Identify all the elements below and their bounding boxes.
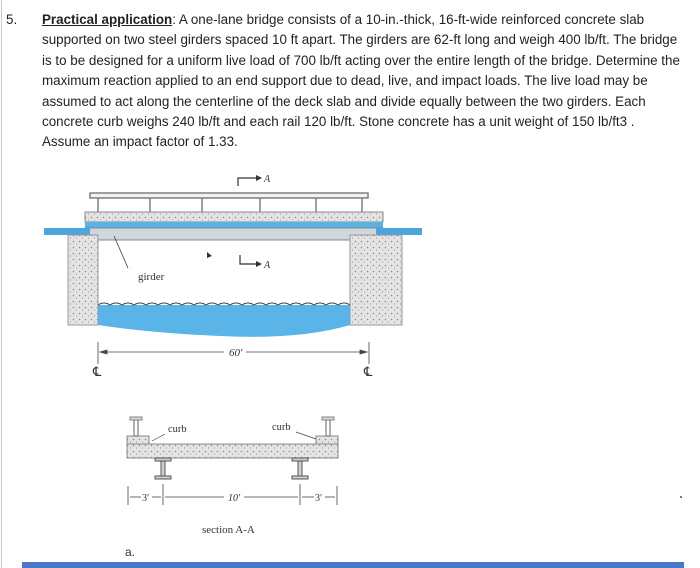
dim-left: 3′: [142, 493, 150, 504]
page-left-rule: [1, 0, 2, 568]
right-section-girder: [292, 458, 308, 479]
dim-right: 3′: [315, 493, 323, 504]
water-surface: [98, 303, 350, 305]
section-mark-top: [238, 174, 271, 186]
section-aa: [127, 417, 338, 479]
right-rail: [326, 419, 330, 436]
deck-slab: [85, 212, 383, 222]
curb-label-right: curb: [272, 422, 291, 433]
river-water: [98, 305, 350, 337]
problem-statement: [6, 10, 684, 153]
span-label: 60′: [229, 347, 243, 359]
section-mark-mid: [207, 252, 271, 271]
girder-label: girder: [138, 271, 165, 283]
stray-dot: [680, 496, 682, 498]
left-section-girder: [155, 458, 171, 479]
curb-label-left: curb: [168, 424, 187, 435]
left-abutment: [68, 235, 98, 325]
dim-middle: 10′: [228, 493, 241, 504]
part-label: a.: [125, 545, 136, 559]
section-letter-top: A: [264, 174, 271, 185]
section-slab: [127, 444, 338, 458]
centerline-left: ℄: [93, 364, 102, 379]
problem-text: : A one-lane bridge consists of a 10-in.-thick, 16-ft-wide reinforced concrete slab supported on two steel girders spaced 10 ft apart. The girders are 62-ft long and weigh 400 lb/ft. The bridge is to be designed for a uniform live load of 700 lb/ft acting over the entire length of the bridge. Determine the maximum reaction applied to an end support due to dead, live, and impact loads. The live load may be assumed to act along the centerline of the deck slab and divide equally between the two girders. Each concrete curb weighs 240 lb/ft and each rail 120 lb/ft. Stone concrete has a unit weight of 150 lb/ft3 . Assume an impact factor of 1.33.: [42, 12, 680, 150]
left-rail: [134, 419, 138, 436]
section-caption: section A-A: [202, 524, 255, 536]
section-letter-mid: A: [264, 260, 271, 271]
girder-blue-band: [85, 222, 383, 228]
right-bearing-strip: [376, 228, 422, 235]
girder-leader: [114, 236, 128, 268]
bottom-accent-bar: [22, 562, 684, 568]
bridge-figure: [40, 165, 430, 555]
problem-body: [42, 10, 684, 153]
problem-number: 5.: [6, 12, 18, 27]
steel-girder: [85, 228, 383, 240]
problem-heading: Practical application: [42, 12, 173, 27]
left-bearing-strip: [44, 228, 90, 235]
left-curb: [127, 436, 149, 444]
right-abutment: [350, 235, 402, 325]
centerline-right: ℄: [364, 364, 373, 379]
bridge-railing: [90, 193, 368, 212]
right-curb: [316, 436, 338, 444]
bridge-drawing: [40, 165, 430, 555]
